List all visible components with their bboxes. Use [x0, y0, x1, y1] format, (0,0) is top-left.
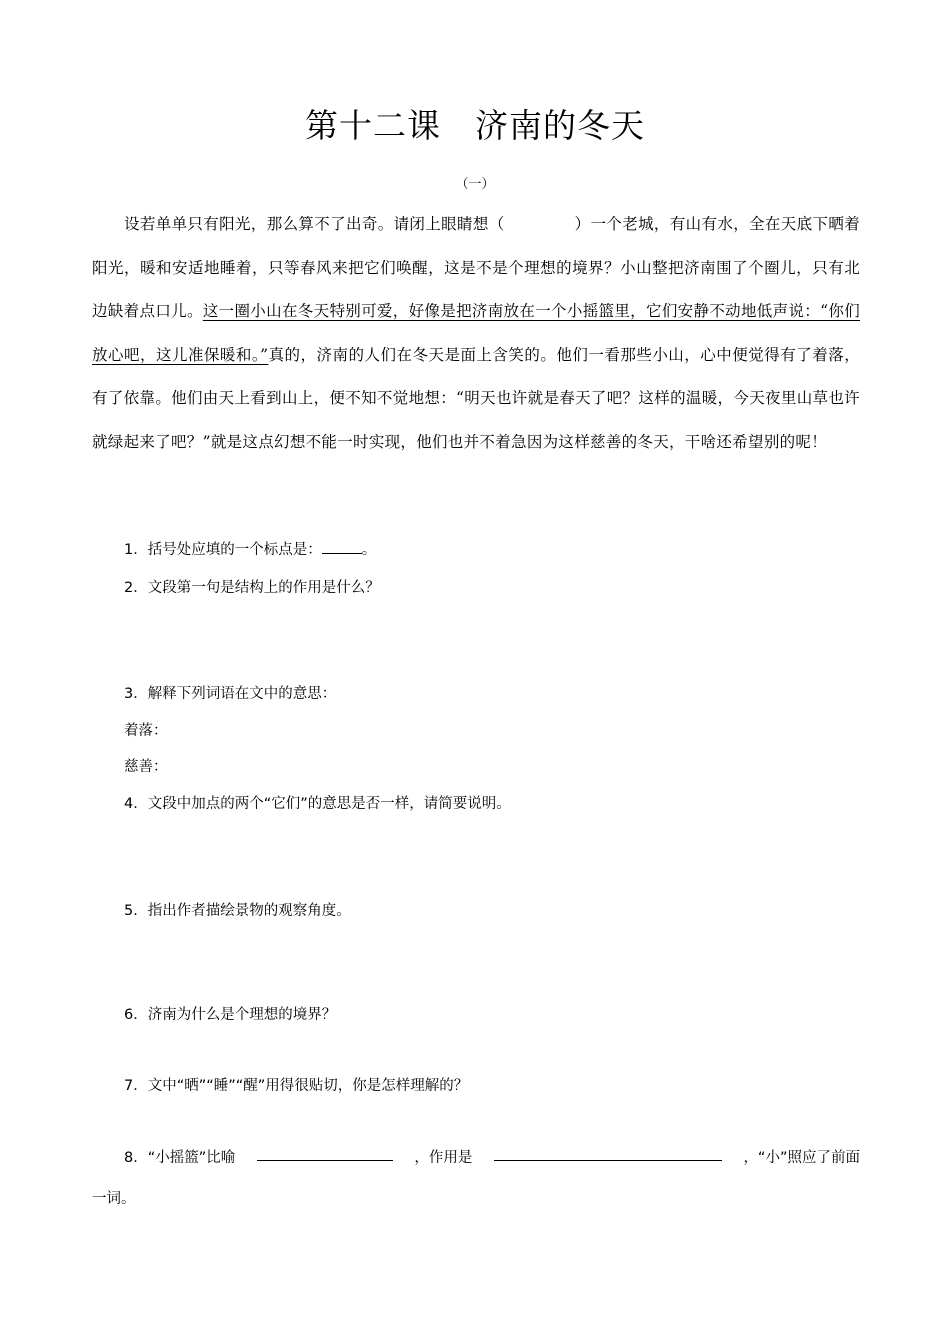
- question-5: 5．指出作者描绘景物的观察角度。: [124, 903, 351, 919]
- answer-blank-1[interactable]: [322, 539, 362, 554]
- question-6: 6．济南为什么是个理想的境界？: [124, 1007, 337, 1023]
- passage-text-2: ）一个老城，有山有水，全在天底下晒着阳光，暖和安适地睡着，只等春风来把它们唤醒，这是不是个理想的境界？小山整把济南围了个圈儿，只有北边缺着点口儿。: [92, 215, 861, 320]
- question-2: 2．文段第一句是结构上的作用是什么？: [124, 580, 380, 596]
- question-1: 1．括号处应填的一个标点是： 。: [124, 538, 376, 559]
- question-8: 8．“小摇篮”比喻 ，作用是 ，“小”照应了前面 一词。: [124, 1146, 860, 1167]
- underlined-sentence: 这一圈小山在冬天特别可爱，好像是把济南放在一个小摇篮里，它们安静不动地低声说：“你们放心吧，这儿准保暖和。”: [92, 302, 861, 364]
- question-3: 3．解释下列词语在文中的意思：: [124, 686, 337, 702]
- passage-text-3: 真的，济南的人们在冬天是面上含笑的。他们一看那些小山，心中便觉得有了着落，有了依靠。他们由天上看到山上，便不知不觉地想：“明天也许就是春天了吧？这样的温暖，今天夜里山草也许就绿起来了吧？”就是这点幻想不能一时实现，他们也并不着急因为这样慈善的冬天，干啥还希望别的呢！: [92, 345, 860, 451]
- section-number: （一）: [455, 177, 495, 192]
- term-zhuoluo: 着落：: [124, 723, 168, 739]
- answer-blank-8b[interactable]: [494, 1146, 722, 1161]
- question-7: 7．文中“晒”“睡”“醒”用得很贴切，你是怎样理解的？: [124, 1078, 469, 1094]
- question-4: 4．文段中加点的两个“它们”的意思是否一样，请简要说明。: [124, 796, 511, 812]
- reading-passage: [92, 203, 860, 464]
- page-title: 第十二课 济南的冬天: [305, 106, 645, 145]
- answer-blank-8a[interactable]: [257, 1146, 393, 1161]
- term-cishan: 慈善：: [124, 759, 168, 775]
- passage-text-1: 设若单单只有阳光，那么算不了出奇。请闭上眼睛想（: [124, 215, 505, 233]
